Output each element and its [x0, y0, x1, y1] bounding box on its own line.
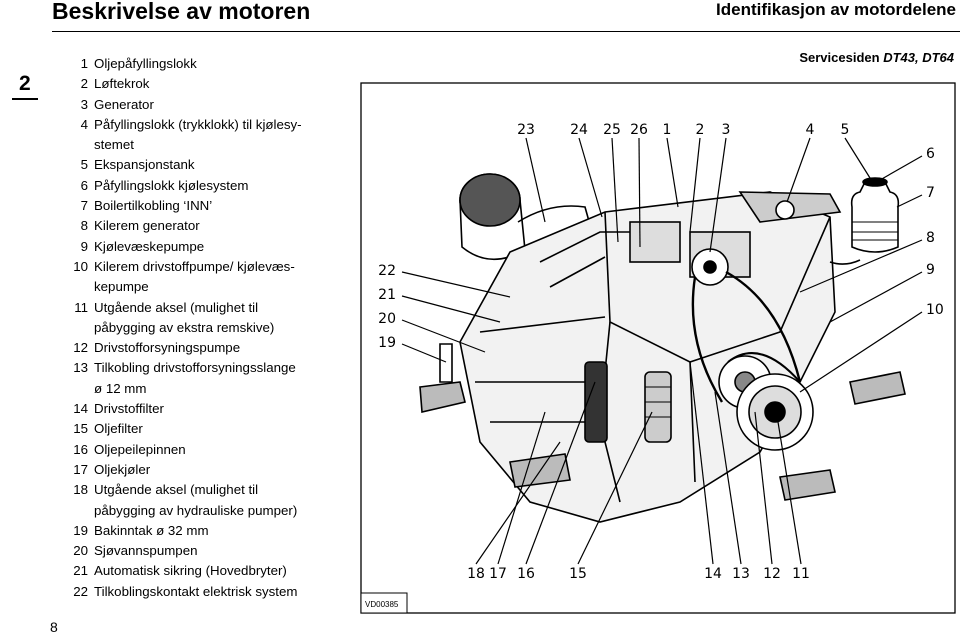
- legend-item-number: 10: [73, 258, 88, 274]
- chapter-underline: [12, 98, 38, 100]
- page-title: Beskrivelse av motoren: [52, 0, 311, 24]
- legend-item: [56, 318, 356, 338]
- callout-13: 13: [732, 566, 750, 582]
- callout-12: 12: [763, 566, 781, 582]
- callout-19: 19: [378, 335, 396, 351]
- legend-item-number: 13: [73, 360, 88, 376]
- legend-item: [56, 74, 356, 94]
- legend-item-label: Ekspansjonstank: [94, 157, 195, 173]
- legend-item-label: Utgående aksel (mulighet til: [94, 299, 259, 315]
- callout-11: 11: [792, 566, 810, 582]
- callout-1: 1: [662, 122, 672, 138]
- legend-item-label: Kilerem generator: [94, 218, 200, 234]
- legend-item: [56, 176, 356, 196]
- legend-item-label: Boilertilkobling ‘INN’: [94, 198, 213, 214]
- legend-item-label: Oljekjøler: [94, 461, 151, 477]
- legend-item-number: [56, 135, 94, 155]
- legend-item-number: 1: [80, 56, 88, 71]
- legend-item-label: stemet: [94, 137, 134, 153]
- legend-item: [56, 298, 356, 318]
- expansion-tank-drawing: [830, 178, 898, 264]
- callouts-top: [517, 122, 849, 138]
- legend-item-label: Sjøvannspumpen: [94, 543, 198, 559]
- legend-item: [56, 115, 356, 135]
- callout-10: 10: [926, 302, 944, 318]
- callout-21: 21: [378, 287, 396, 303]
- legend-item-number: 18: [73, 482, 88, 498]
- legend-item: [56, 237, 356, 257]
- legend-item-label: Utgående aksel (mulighet til: [94, 482, 259, 498]
- legend-item-number: 17: [73, 461, 88, 477]
- legend-item: [56, 541, 356, 561]
- callout-2: 2: [695, 122, 705, 138]
- legend-item: [56, 54, 356, 74]
- parts-legend: [56, 54, 356, 602]
- callouts-right: [926, 146, 944, 318]
- legend-item-label: Løftekrok: [94, 76, 150, 92]
- legend-item-label: Oljefilter: [94, 421, 143, 437]
- legend-item-number: [56, 501, 94, 521]
- header-rule: [52, 31, 960, 32]
- figure-subtitle: [799, 50, 954, 65]
- legend-item-label: Oljepåfyllingslokk: [94, 56, 197, 71]
- section-title: Identifikasjon av motordelene: [716, 0, 956, 19]
- legend-item-label: kepumpe: [94, 279, 149, 295]
- legend-item: [56, 460, 356, 480]
- legend-item: [56, 216, 356, 236]
- callout-8: 8: [926, 230, 935, 246]
- legend-item: [56, 338, 356, 358]
- legend-item-label: Påfyllingslokk kjølesystem: [94, 177, 249, 193]
- callout-23: 23: [517, 122, 535, 138]
- legend-item-number: 3: [80, 96, 88, 112]
- chapter-number: 2: [19, 72, 31, 95]
- legend-item-number: 7: [80, 198, 88, 214]
- legend-item-number: 15: [73, 421, 88, 437]
- legend-item-number: 22: [73, 583, 88, 599]
- callout-24: 24: [570, 122, 588, 138]
- engine-drawing: [420, 174, 905, 522]
- legend-item: [56, 358, 356, 378]
- legend-item-label: Påfyllingslokk (trykklokk) til kjølesy-: [94, 116, 302, 132]
- legend-item-label: Oljepeilepinnen: [94, 441, 186, 457]
- legend-item-label: Automatisk sikring (Hovedbryter): [94, 563, 287, 579]
- legend-item: [56, 277, 356, 297]
- callout-25: 25: [603, 122, 621, 138]
- legend-item: [56, 561, 356, 581]
- legend-item-number: 12: [73, 340, 88, 356]
- page-number: 8: [50, 619, 58, 635]
- callout-17: 17: [489, 566, 507, 582]
- engine-figure: [360, 82, 958, 616]
- legend-item-label: påbygging av hydrauliske pumper): [94, 502, 298, 518]
- legend-item: [56, 501, 356, 521]
- legend-item-number: 4: [80, 116, 88, 132]
- callout-3: 3: [721, 122, 731, 138]
- figure-subtitle-models: DT43, DT64: [883, 50, 954, 65]
- callout-16: 16: [517, 566, 535, 582]
- legend-item-label: ø 12 mm: [94, 380, 147, 396]
- callout-18: 18: [467, 566, 485, 582]
- legend-item: [56, 399, 356, 419]
- callout-4: 4: [805, 122, 815, 138]
- legend-item-number: [56, 318, 94, 338]
- legend-item-label: Bakinntak ø 32 mm: [94, 522, 209, 538]
- legend-item-label: påbygging av ekstra remskive): [94, 319, 275, 335]
- callout-26: 26: [630, 122, 648, 138]
- legend-item-label: Tilkoblingskontakt elektrisk system: [94, 583, 298, 599]
- legend-item-number: 14: [73, 401, 88, 417]
- legend-item-label: Kilerem drivstoffpumpe/ kjølevæs-: [94, 258, 295, 274]
- legend-item-number: 2: [80, 76, 88, 92]
- legend-item: [56, 440, 356, 460]
- legend-item-number: [56, 379, 94, 399]
- legend-item: [56, 582, 356, 602]
- legend-item: [56, 521, 356, 541]
- legend-item-number: 20: [73, 543, 88, 559]
- legend-item-number: 5: [80, 157, 88, 173]
- legend-item-number: 6: [80, 177, 88, 193]
- legend-item-label: Generator: [94, 96, 154, 112]
- callout-5: 5: [840, 122, 850, 138]
- legend-item-number: 19: [73, 522, 88, 538]
- figure-subtitle-prefix: Servicesiden: [799, 50, 880, 65]
- callout-9: 9: [926, 262, 935, 278]
- legend-item-label: Kjølevæskepumpe: [94, 238, 205, 254]
- callout-14: 14: [704, 566, 722, 582]
- callout-22: 22: [378, 263, 396, 279]
- legend-item-label: Tilkobling drivstofforsyningsslange: [94, 360, 296, 376]
- legend-item: [56, 135, 356, 155]
- legend-item: [56, 257, 356, 277]
- callout-20: 20: [378, 311, 396, 327]
- callout-7: 7: [926, 185, 935, 201]
- callouts-bottom: [467, 566, 810, 582]
- legend-item-label: Drivstofforsyningspumpe: [94, 340, 241, 356]
- callout-6: 6: [926, 146, 935, 162]
- legend-item-number: 9: [80, 238, 88, 254]
- legend-item: [56, 155, 356, 175]
- legend-item-label: Drivstoffilter: [94, 401, 164, 417]
- image-code: VD00385: [365, 600, 399, 609]
- callout-15: 15: [569, 566, 587, 582]
- legend-item: [56, 379, 356, 399]
- legend-item: [56, 196, 356, 216]
- legend-item-number: 8: [80, 218, 88, 234]
- legend-item: [56, 95, 356, 115]
- legend-item-number: 16: [73, 441, 88, 457]
- legend-item: [56, 419, 356, 439]
- legend-item-number: 21: [73, 563, 88, 579]
- legend-item: [56, 480, 356, 500]
- legend-item-number: 11: [74, 299, 88, 315]
- callouts-left: [378, 263, 396, 351]
- legend-item-number: [56, 277, 94, 297]
